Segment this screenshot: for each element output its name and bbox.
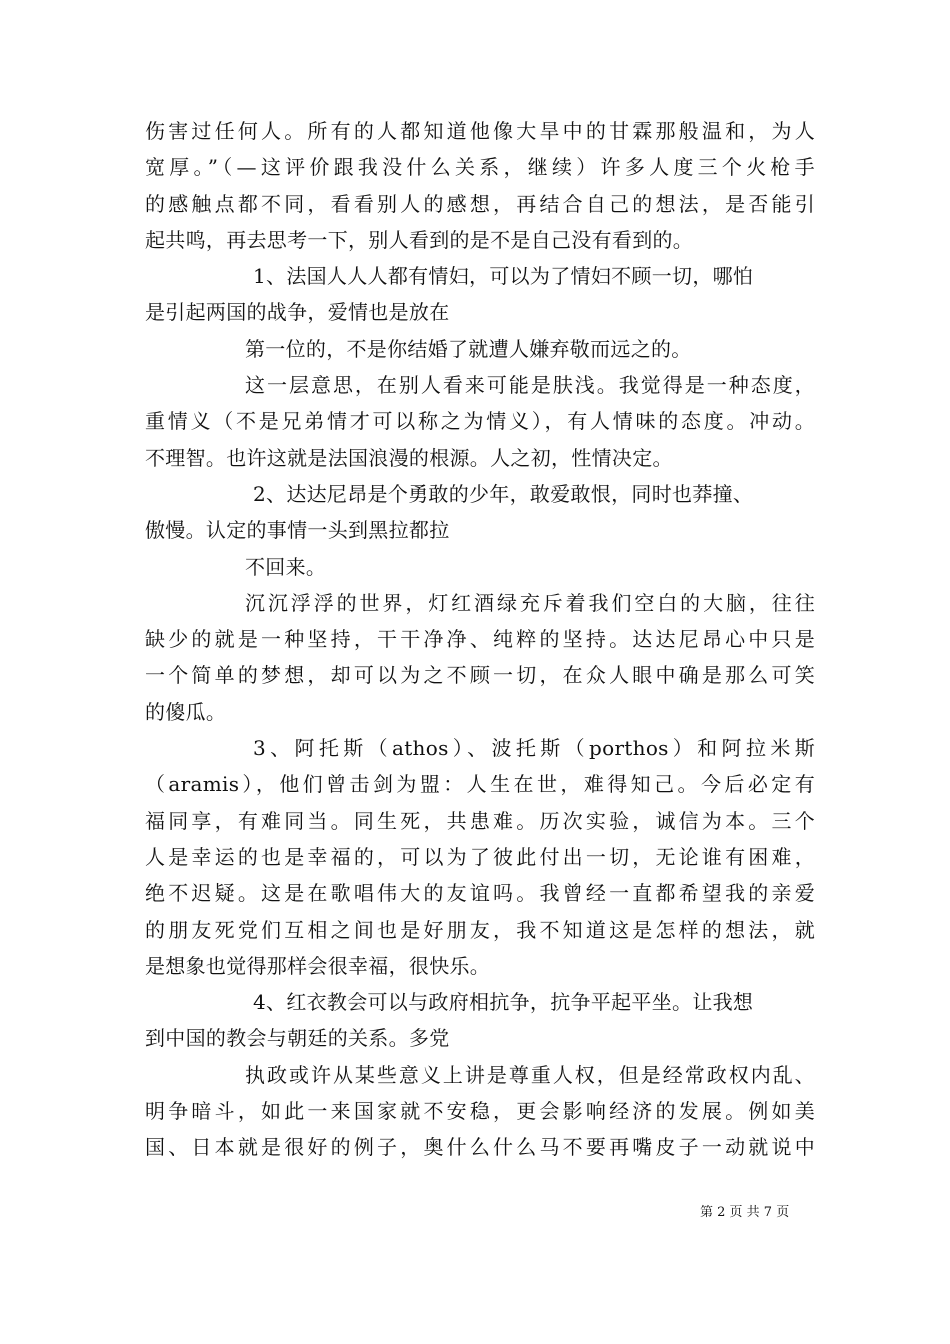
- text-line: 人是幸运的也是幸福的，可以为了彼此付出一切，无论谁有困难，: [145, 844, 815, 869]
- text-line: 第一位的，不是你结婚了就遭人嫌弃敬而远之的。: [245, 336, 692, 361]
- text-line: 起共鸣，再去思考一下，别人看到的是不是自己没有看到的。: [145, 227, 694, 252]
- page-number: 第 2 页 共 7 页: [700, 1205, 790, 1220]
- text-line: 宽厚。”（—这评价跟我没什么关系，继续）许多人度三个火枪手: [145, 155, 815, 180]
- text-line: 一个简单的梦想，却可以为之不顾一切，在众人眼中确是那么可笑: [145, 663, 815, 688]
- text-line: （aramis），他们曾击剑为盟：人生在世，难得知己。今后必定有: [145, 772, 815, 797]
- text-line: 不回来。: [245, 554, 327, 579]
- text-line: 的朋友死党们互相之间也是好朋友，我不知道这是怎样的想法，就: [145, 917, 815, 942]
- numbered-point-4: 4、红衣教会可以与政府相抗争，抗争平起平坐。让我想: [253, 990, 754, 1015]
- numbered-point-1: 1、法国人人人都有情妇，可以为了情妇不顾一切，哪怕: [253, 264, 754, 289]
- text-line: 的傻瓜。: [145, 699, 227, 724]
- text-line: 是引起两国的战争，爱情也是放在: [145, 300, 450, 325]
- text-line: 的感触点都不同，看看别人的感想，再结合自己的想法，是否能引: [145, 191, 815, 216]
- text-line: 福同享，有难同当。同生死，共患难。历次实验，诚信为本。三个: [145, 808, 815, 833]
- text-line: 重情义（不是兄弟情才可以称之为情义），有人情味的态度。冲动。: [145, 409, 815, 434]
- text-line: 到中国的教会与朝廷的关系。多党: [145, 1026, 450, 1051]
- text-line: 不理智。也许这就是法国浪漫的根源。人之初，性情决定。: [145, 445, 673, 470]
- body-text: [145, 113, 815, 1166]
- numbered-point-3: 3、阿托斯（athos）、波托斯（porthos）和阿拉米斯: [253, 736, 815, 761]
- text-line: 伤害过任何人。所有的人都知道他像大旱中的甘霖那般温和，为人: [145, 119, 815, 143]
- text-line: 明争暗斗，如此一来国家就不安稳，更会影响经济的发展。例如美: [145, 1099, 815, 1124]
- text-line: 傲慢。认定的事情一头到黑拉都拉: [145, 518, 450, 543]
- text-line: 沉沉浮浮的世界，灯红酒绿充斥着我们空白的大脑，往往: [245, 590, 815, 615]
- text-line: 缺少的就是一种坚持，干干净净、纯粹的坚持。达达尼昂心中只是: [145, 627, 815, 652]
- numbered-point-2: 2、达达尼昂是个勇敢的少年，敢爱敢恨，同时也莽撞、: [253, 481, 754, 506]
- text-line: 绝不迟疑。这是在歌唱伟大的友谊吗。我曾经一直都希望我的亲爱: [145, 881, 815, 906]
- text-line: 国、日本就是很好的例子，奥什么什么马不要再嘴皮子一动就说中: [145, 1135, 815, 1160]
- text-line: 是想象也觉得那样会很幸福，很快乐。: [145, 953, 491, 978]
- text-line: 这一层意思，在别人看来可能是肤浅。我觉得是一种态度，: [245, 373, 815, 398]
- text-line: 执政或许从某些意义上讲是尊重人权，但是经常政权内乱、: [245, 1062, 815, 1087]
